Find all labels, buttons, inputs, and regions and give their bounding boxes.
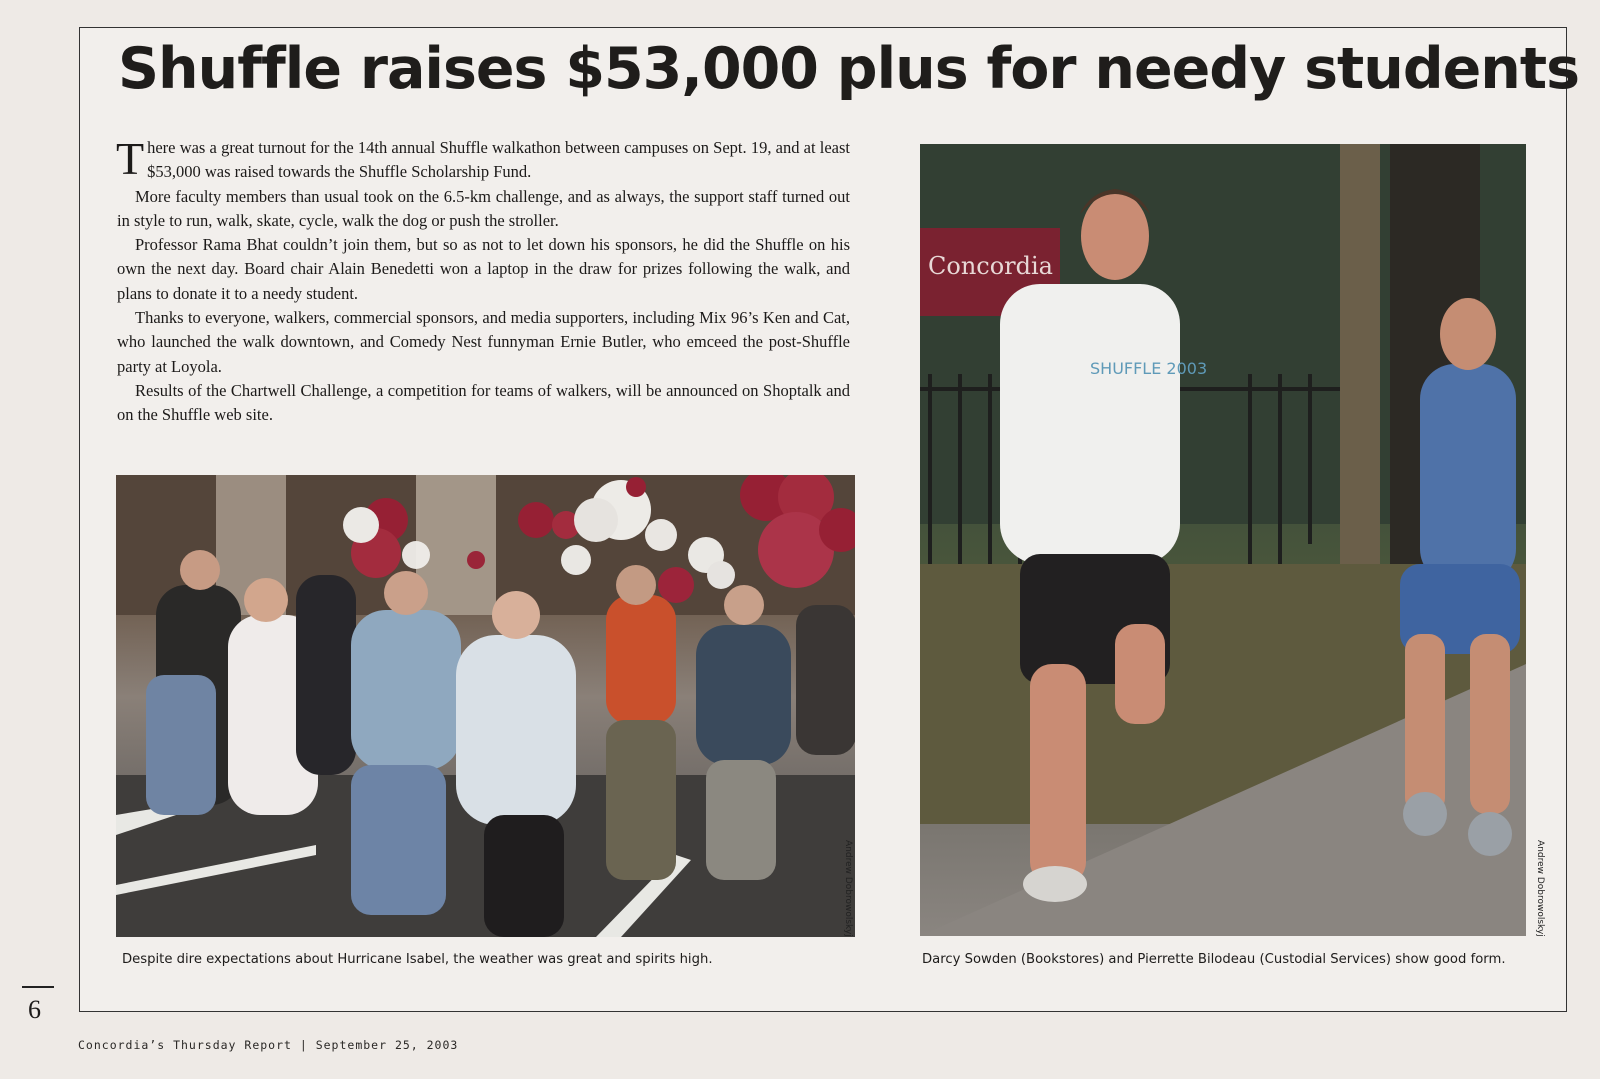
page-number: 6 xyxy=(28,995,41,1024)
caption-right: Darcy Sowden (Bookstores) and Pierrette Bilodeau (Custodial Services) show good form. xyxy=(922,952,1506,967)
runners-photo xyxy=(920,144,1526,936)
headline: Shuffle raises $53,000 plus for needy students xyxy=(118,36,1580,102)
article-body xyxy=(116,133,850,428)
article-paragraph: Thanks to everyone, walkers, commercial sponsors, and media supporters, including Mix 96’s Ken and Cat, who launched the walk downtown, and Comedy Nest funnyman Ernie Butler, who emceed the post-Shuffle party at Loyola. xyxy=(117,308,850,376)
runners-photo-illustration xyxy=(920,144,1526,936)
drop-cap: T xyxy=(116,133,145,184)
shirt-text: SHUFFLE 2003 xyxy=(1090,359,1208,378)
article-paragraph: There was a great turnout for the 14th annual Shuffle walkathon between campuses on Sept. 19, and at least $53,000 was raised towards the Shuffle Scholarship Fund. xyxy=(116,133,850,184)
article-paragraph: More faculty members than usual took on the 6.5-km challenge, and as always, the support staff turned out in style to run, walk, skate, cycle, walk the dog or push the stroller. xyxy=(117,186,850,230)
article-paragraph: Professor Rama Bhat couldn’t join them, but so as not to let down his sponsors, he did the Shuffle on his own the next day. Board chair Alain Benedetti won a laptop in the draw for prizes following the walk, and plans to donate it to a needy student. xyxy=(117,235,850,303)
crowd-photo-illustration xyxy=(116,475,855,937)
photo-credit-right: Andrew Dobrowolskyj xyxy=(1535,840,1545,937)
footer-publication-line: Concordia’s Thursday Report | September 25, 2003 xyxy=(78,1038,459,1052)
page-number-rule xyxy=(22,986,54,988)
caption-left: Despite dire expectations about Hurricane Isabel, the weather was great and spirits high. xyxy=(122,952,713,967)
article-paragraph: Results of the Chartwell Challenge, a competition for teams of walkers, will be announced on Shoptalk and on the Shuffle web site. xyxy=(117,380,850,425)
crowd-photo xyxy=(116,475,855,937)
photo-credit-left: Andrew Dobrowolskyj xyxy=(843,840,853,937)
concordia-sign-text: Concordia xyxy=(928,252,1053,280)
